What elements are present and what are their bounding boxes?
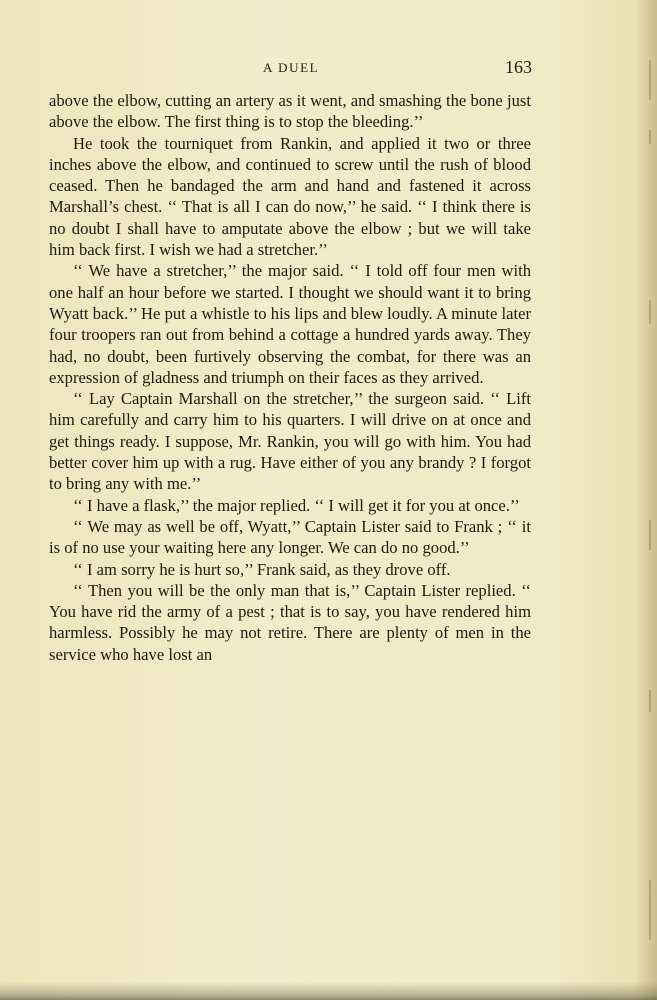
page-header: [50, 58, 532, 80]
page-number: 163: [505, 57, 532, 77]
page-edge-shadow: [635, 0, 657, 1000]
paragraph: ‘‘ Then you will be the only man that is,’’ Captain Lister replied. ‘‘ You have rid the army of a pest ; that is to say, you have rendered him harmless. Possibly he may not retire. There are plenty of men in the service who have lost an: [49, 580, 531, 664]
paragraph: ‘‘ Lay Captain Marshall on the stretcher,’’ the surgeon said. ‘‘ Lift him carefully and carry him to his quarters. I will drive on at once and get things ready. I suppose, Mr. Rankin, you will go with him. You had better cover him up with a rug. Have either of you any brandy ? I forgot to bring any with me.’’: [49, 389, 531, 494]
paragraph: ‘‘ I have a flask,’’ the major replied. ‘‘ I will get it for you at once.’’: [73, 495, 520, 515]
running-head: A DUEL: [263, 60, 320, 75]
paragraph: above the elbow, cutting an artery as it went, and smashing the bone just above the elbow. The first thing is to stop the bleeding.’’: [49, 91, 531, 132]
paragraph: ‘‘ We may as well be off, Wyatt,’’ Captain Lister said to Frank ; ‘‘ it is of no use your waiting here any longer. We can do no good.’’: [49, 516, 531, 558]
paragraph: He took the tourniquet from Rankin, and applied it two or three inches above the elbow, and continued to screw until the rush of blood ceased. Then he bandaged the arm and hand and fastened it across Marshall’s chest. ‘‘ That is all I can do now,’’ he said. ‘‘ I think there is no doubt I shall have to amputate above the elbow ; but we will take him back first. I wish we had a stretcher.’’: [49, 133, 531, 260]
paragraph: ‘‘ We have a stretcher,’’ the major said. ‘‘ I told off four men with one half an hour before we started. I thought we should want it to bring Wyatt back.’’ He put a whistle to his lips and blew loudly. A minute later four troopers ran out from behind a cottage a hundred yards away. They had, no doubt, been furtively observing the combat, for there was an expression of gladness and triumph on their faces as they arrived.: [49, 261, 531, 387]
page-bottom-shadow: [0, 982, 657, 1000]
paragraph: ‘‘ I am sorry he is hurt so,’’ Frank said, as they drove off.: [73, 559, 451, 579]
body-text: [49, 90, 531, 665]
